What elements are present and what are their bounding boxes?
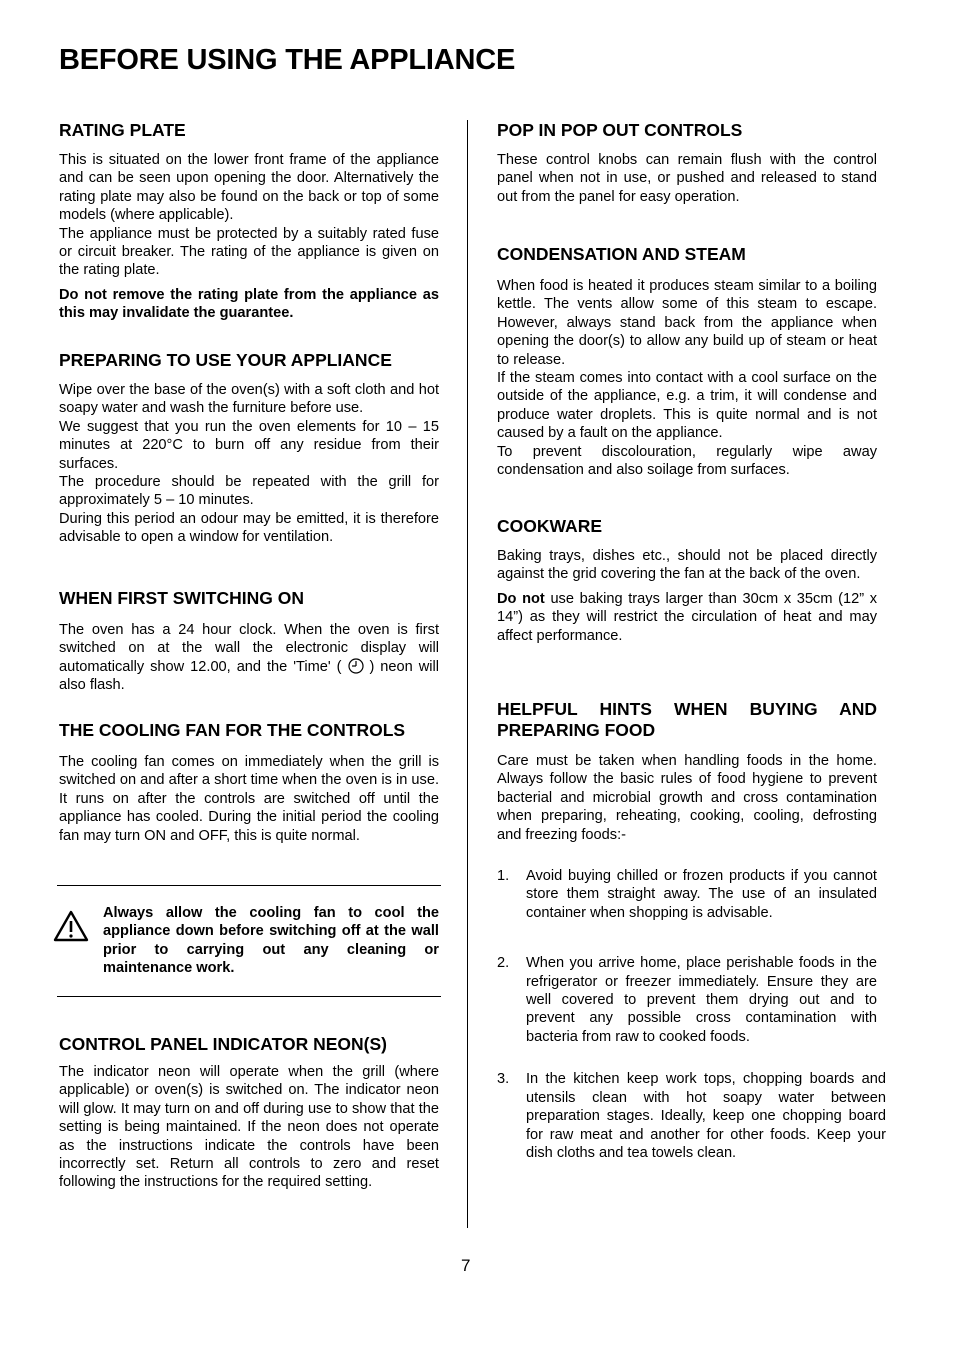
heading-pop-controls: POP IN POP OUT CONTROLS [497, 120, 743, 140]
section-condensation [497, 244, 877, 479]
list-item [497, 1070, 886, 1162]
section-cooling-fan [59, 720, 439, 845]
condensation-para-2: If the steam comes into contact with a cool surface on the outside of the appliance, e.g. a trim, it will condense and produce water droplets. This is quite normal and is not caused by a fault on the appliance. [497, 370, 877, 442]
hints-intro: Care must be taken when handling foods in the home. Always follow the basic rules of food hygiene to prevent bacterial and microbial growth and cross contamination when preparing, reheating, cooking, cooling, defrosting and freezing foods:- [497, 753, 877, 843]
hints-list [497, 867, 886, 1162]
section-indicator-neon [59, 1034, 439, 1192]
cookware-para-2 [497, 590, 877, 645]
clock-icon [348, 658, 364, 674]
rating-plate-para-2: The appliance must be protected by a suitably rated fuse or circuit breaker. The rating of the appliance is given on the rating plate. [59, 225, 439, 279]
first-switching-para [59, 621, 439, 695]
condensation-para-1: When food is heated it produces steam similar to a boiling kettle. The vents allow some of this steam to escape. However, always stand back from the appliance when opening the door(s) to allow any build up of steam or heat to release. [497, 278, 877, 368]
heading-cookware: COOKWARE [497, 516, 602, 536]
list-item [497, 867, 877, 922]
list-item-number: 1. [497, 868, 510, 885]
section-preparing [59, 350, 439, 547]
preparing-para-3: The procedure should be repeated with the grill for approximately 5 – 10 minutes. [59, 474, 439, 509]
cooling-fan-para: The cooling fan comes on immediately when the grill is switched on and after a short time when the oven is in use. It runs on after the controls are switched off until the appliance has cooled. During the initial period the cooling fan may turn ON and OFF, this is quite normal. [59, 754, 439, 844]
heading-cooling-fan: THE COOLING FAN FOR THE CONTROLS [59, 720, 406, 740]
heading-indicator-neon: CONTROL PANEL INDICATOR NEON(S) [59, 1034, 387, 1054]
preparing-para-4: During this period an odour may be emitted, it is therefore advisable to open a window for ventilation. [59, 510, 439, 546]
cookware-para-2-rest: use baking trays larger than 30cm x 35cm (12” x 14”) as they will restrict the circulation of heat and may affect performance. [497, 590, 878, 644]
heading-preparing: PREPARING TO USE YOUR APPLIANCE [59, 350, 392, 370]
list-item-text: Avoid buying chilled or frozen products if you cannot store them straight away. The use of an insulated container when shopping is advisable. [526, 868, 877, 921]
cookware-do-not: Do not [497, 590, 545, 607]
heading-rating-plate: RATING PLATE [59, 120, 186, 140]
rating-plate-para-1: This is situated on the lower front frame of the appliance and can be seen upon opening the door. Alternatively the rating plate may also be found on the back or top of some models (where applicable). [59, 152, 439, 224]
list-item-number: 2. [497, 955, 510, 972]
preparing-para-1: Wipe over the base of the oven(s) with a soft cloth and hot soapy water and wash the furniture before use. [59, 382, 439, 417]
heading-hints: HELPFUL HINTS WHEN BUYING AND PREPARING FOOD [497, 699, 877, 740]
rating-plate-warning: Do not remove the rating plate from the appliance as this may invalidate the guarantee. [59, 286, 439, 322]
indicator-neon-para: The indicator neon will operate when the grill (where applicable) or oven(s) is switched on. The indicator neon will glow. It may turn on and off during use to show that the setting is being maintained. If the neon does not operate as the instructions indicate the controls have been incorrectly set. Return all controls to zero and reset following the instructions for the required setting. [59, 1064, 439, 1191]
heading-condensation: CONDENSATION AND STEAM [497, 244, 746, 264]
list-item-number: 3. [497, 1071, 510, 1088]
heading-first-switching: WHEN FIRST SWITCHING ON [59, 588, 304, 608]
section-cookware [497, 516, 877, 645]
cookware-para-1: Baking trays, dishes etc., should not be placed directly against the grid covering the fan at the back of the oven. [497, 548, 877, 583]
page-title: BEFORE USING THE APPLIANCE [59, 44, 516, 76]
column-divider [467, 120, 468, 1228]
section-rating-plate [59, 120, 439, 323]
section-hints [497, 699, 886, 1162]
warning-triangle-icon [53, 910, 89, 942]
list-item-text: When you arrive home, place perishable foods in the refrigerator or freezer immediately. Ensure they are well covered to prevent them drying out and to prevent any possible cross contamination with bacteria from raw to cooked foods. [526, 955, 877, 1045]
preparing-para-2: We suggest that you run the oven elements for 10 – 15 minutes at 220°C to burn off any residue from their surfaces. [59, 418, 439, 472]
page-number: 7 [461, 1256, 471, 1275]
condensation-para-3: To prevent discolouration, regularly wipe away condensation and also soilage from surfaces. [497, 443, 877, 479]
warning-text: Always allow the cooling fan to cool the appliance down before switching off at the wall prior to carrying out any cleaning or maintenance work. [103, 905, 439, 977]
section-first-switching [59, 588, 439, 695]
list-item-text: In the kitchen keep work tops, chopping boards and utensils clean with hot soapy water between preparation stages. Ideally, keep one chopping board for raw meat and another for other foods. Keep your dish cloths and tea towels clean. [526, 1071, 886, 1161]
pop-controls-para: These control knobs can remain flush with the control panel when not in use, or pushed and released to stand out from the panel for easy operation. [497, 152, 877, 205]
list-item [497, 954, 877, 1046]
first-switching-text-before: The oven has a 24 hour clock. When the oven is first switched on at the wall the electronic display will automatically show 12.00, and the 'Time' ( [59, 622, 439, 675]
section-pop-controls [497, 120, 877, 206]
warning-box [57, 885, 441, 997]
first-switching-text-after: ) neon will also flash. [59, 658, 439, 694]
